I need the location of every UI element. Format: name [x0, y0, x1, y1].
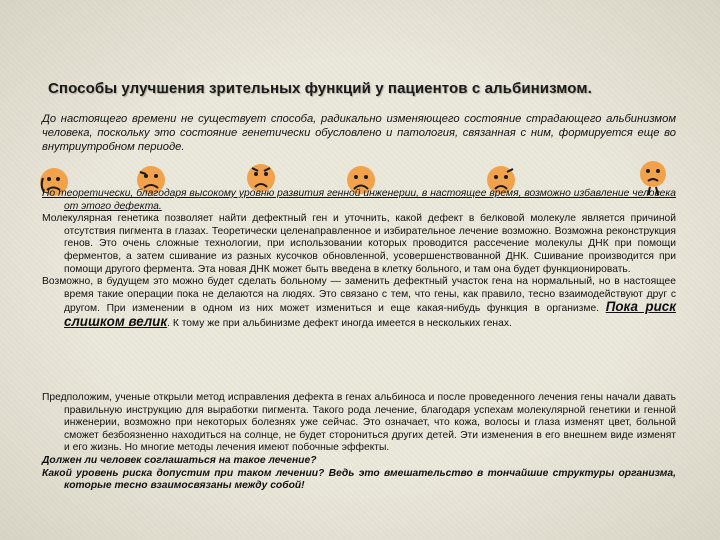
- future-text-a: Возможно, в будущем это можно будет сделать больному — заменить дефектный участок гена на нормальный, но в настоящее время такие операции пока не делаются на людях. Это связано с тем, что гены, как правило, тесно взаимодействуют друг с другом. При изменении в одном из них может измениться и еще какая-нибудь функция в организме.: [42, 276, 676, 315]
- main-body: [42, 188, 676, 331]
- future-text-b: . К тому же при альбинизме дефект иногда имеется в нескольких генах.: [167, 317, 512, 329]
- question-2: Какой уровень риска допустим при таком лечении? Ведь это вмешательство в тончайшие структуры организма, которые тесно взаимосвязаны между собой!: [42, 467, 676, 492]
- closing-section: [42, 392, 676, 493]
- question-1: Должен ли человек соглашаться на такое лечение?: [42, 454, 317, 466]
- future-paragraph: [42, 276, 676, 330]
- intro-paragraph: [42, 112, 676, 155]
- molecular-paragraph: Молекулярная генетика позволяет найти дефектный ген и уточнить, какой дефект в белковой молекуле является причиной отсутствия пигмента в глазах. Теоретически целенаправленное и избирательное лечение возможно. Возможна реконструкция генов. Это очень сложные технологии, при использовании которых проводится рассечение молекулы ДНК при помощи ферментов, а затем сшивание из разных кусочков обновленной, усовершенствованной ДНК. Сшивание производится при помощи другого фермента. Эта новая ДНК может быть введена в клетку больного, и там она будет функционировать.: [42, 213, 676, 275]
- slide-title: Способы улучшения зрительных функций у пациентов с альбинизмом.: [48, 80, 592, 97]
- intro-text: До настоящего времени не существует способа, радикально изменяющего состояние страдающего альбинизмом человека, поскольку это состояние генетически обусловлено и патология, связанная с ним, формируется еще во внутриутробном периоде.: [42, 113, 676, 154]
- risk-highlight: Пока риск слишком велик: [64, 299, 676, 329]
- suppose-paragraph: Предположим, ученые открыли метод исправления дефекта в генах альбиноса и после проведенного лечения гены начали давать правильную инструкцию для выработки пигмента. Такого рода лечение, благодаря успехам молекулярной генетики и генной инженерии, возможно при некоторых болезнях уже сейчас. Это означает, что кожа, волосы и глаза изменят цвет, больной сможет безбоязненно находиться на солнце, не будет сторониться других детей. Эти изменения в его внешнем виде изменят и его жизнь. Но многие методы лечения имеют побочные эффекты.: [42, 392, 676, 454]
- theory-paragraph: Но теоретически, благодаря высокому уровню развития генной инженерии, в настоящее время, возможно избавление человека от этого дефекта.: [42, 188, 676, 212]
